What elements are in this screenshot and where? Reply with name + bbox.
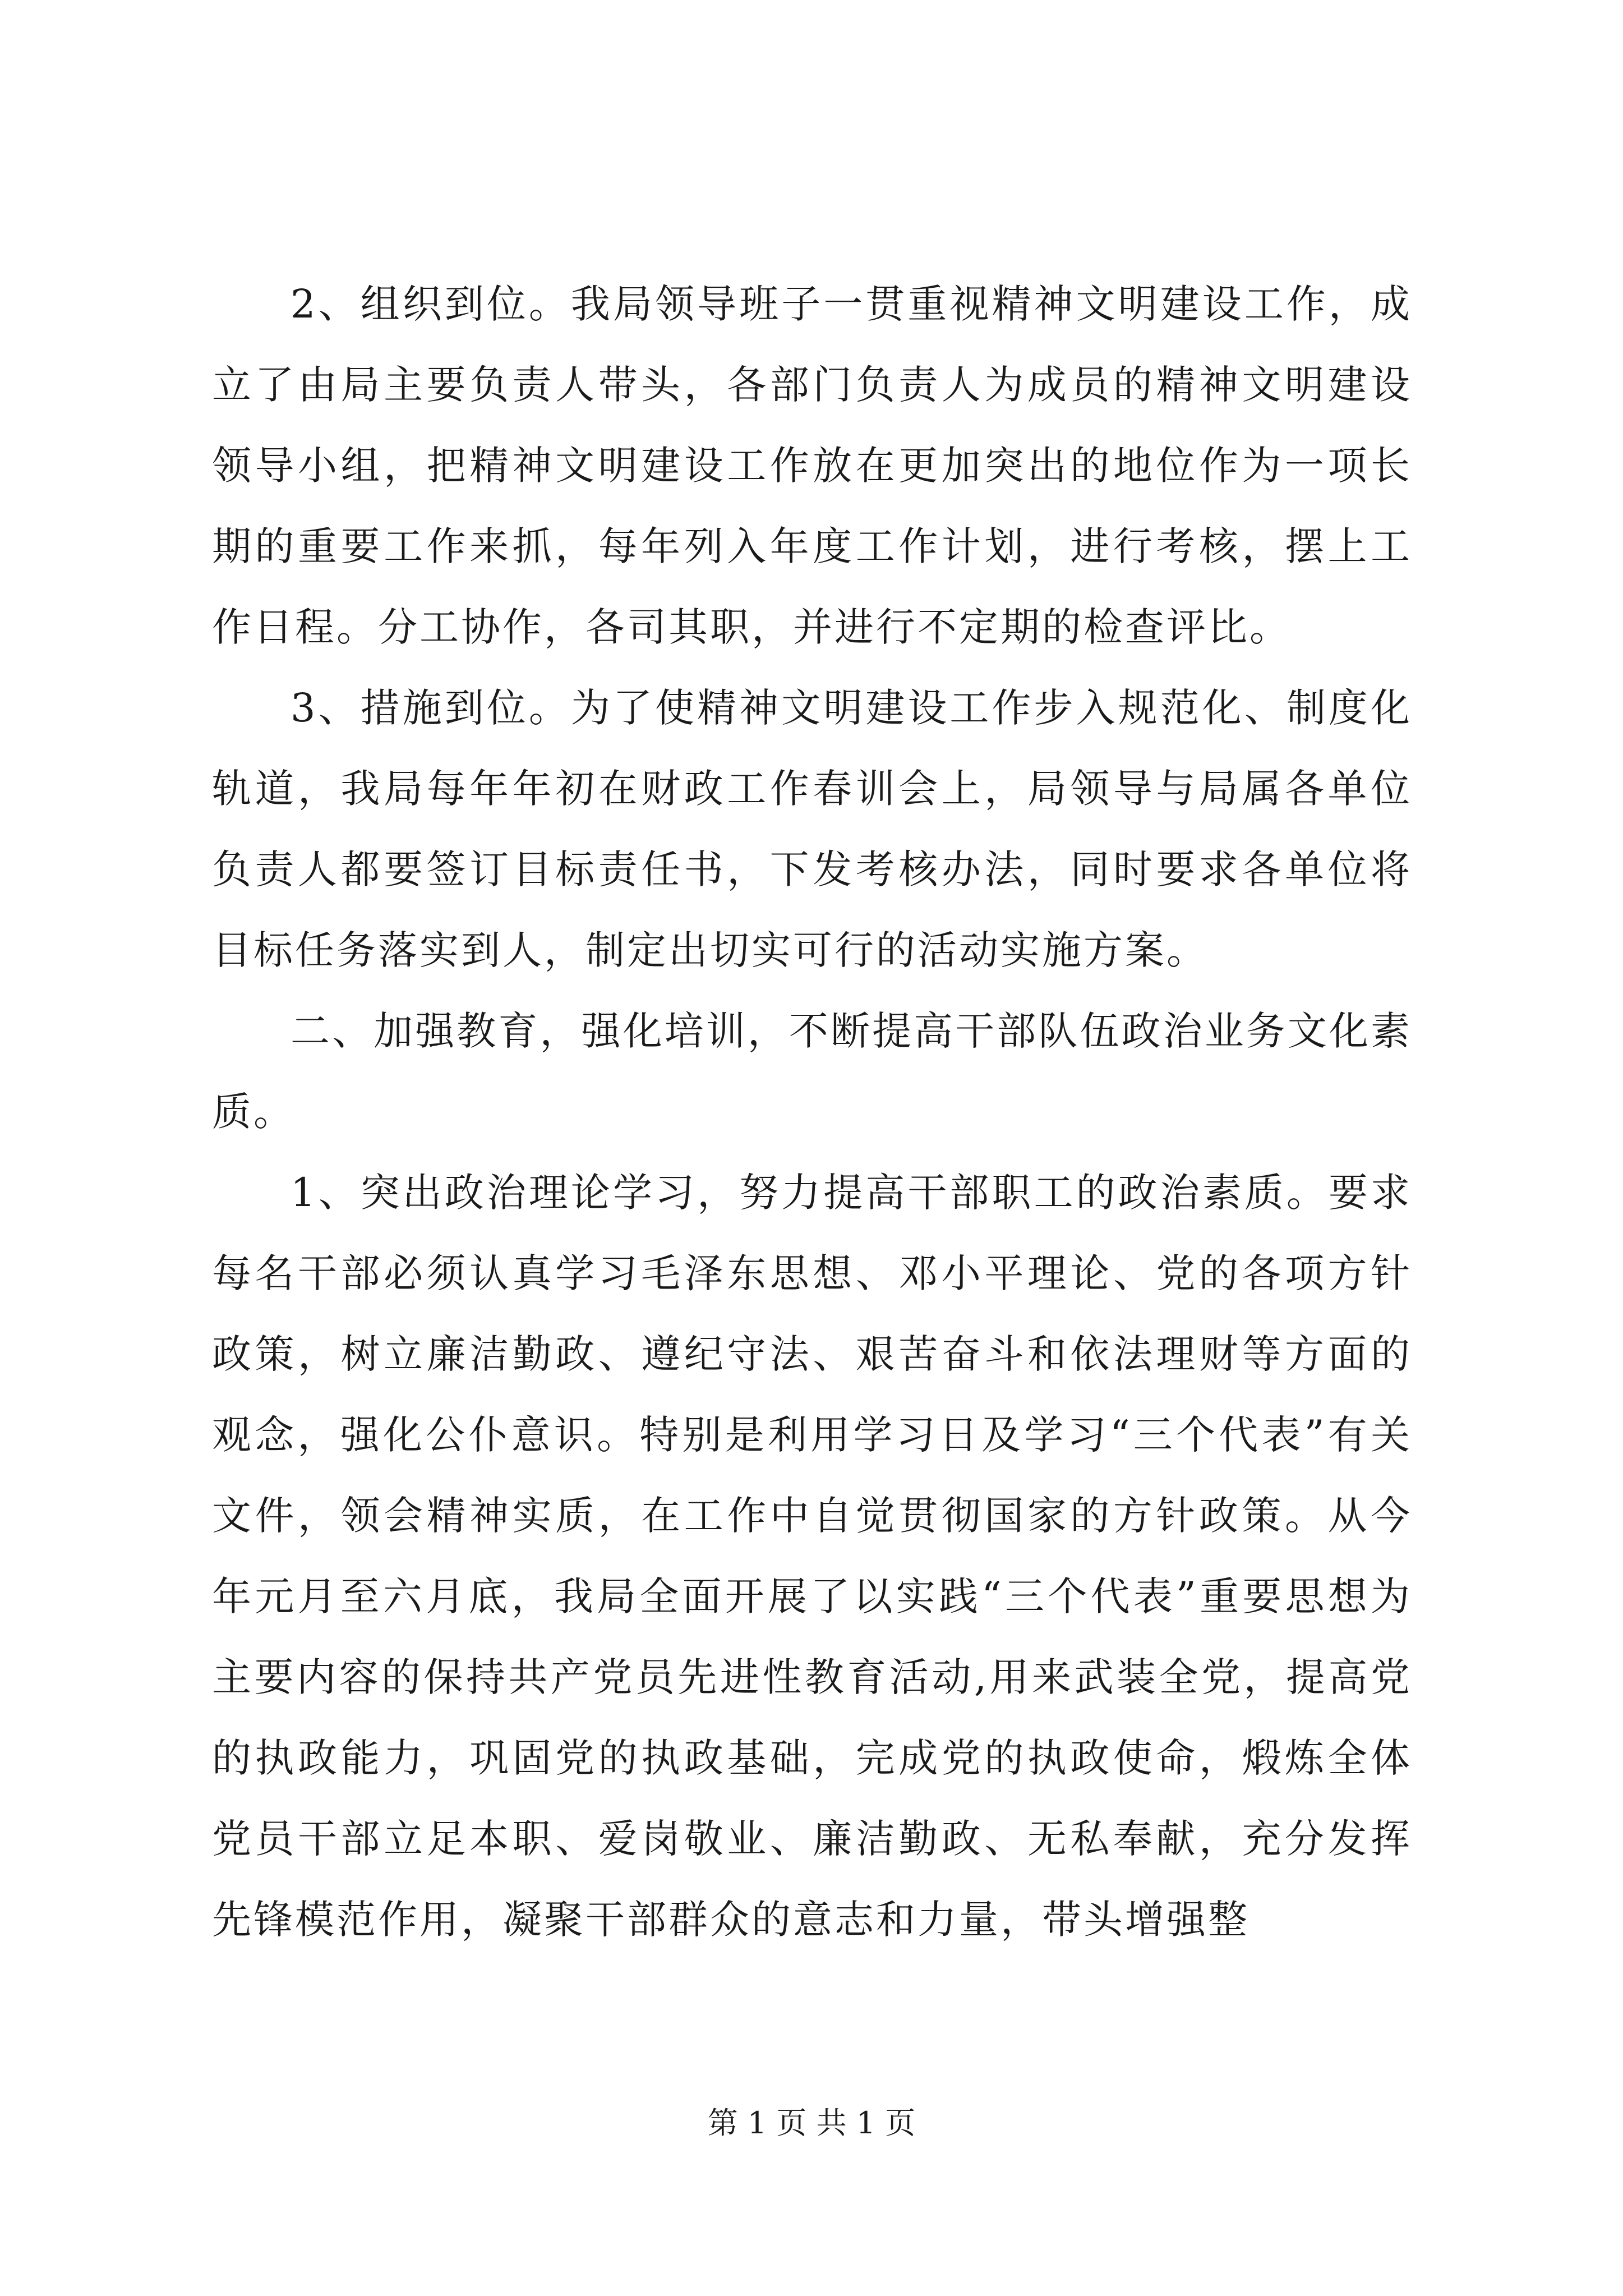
document-body bbox=[212, 264, 1412, 1960]
page-footer: 第 1 页 共 1 页 bbox=[707, 2105, 916, 2141]
paragraph-political-study: 1、突出政治理论学习，努力提高干部职工的政治素质。要求每名干部必须认真学习毛泽东思想、邓小平理论、党的各项方针政策，树立廉洁勤政、遵纪守法、艰苦奋斗和依法理财等方面的观念，强化公仆意识。特别是利用学习日及学习“三个代表”有关文件，领会精神实质，在工作中自觉贯彻国家的方针政策。从今年元月至六月底，我局全面开展了以实践“三个代表”重要思想为主要内容的保持共产党员先进性教育活动,用来武装全党，提高党的执政能力，巩固党的执政基础，完成党的执政使命，煅炼全体党员干部立足本职、爱岗敬业、廉洁勤政、无私奉献，充分发挥先锋模范作用，凝聚干部群众的意志和力量，带头增强整 bbox=[212, 1170, 1412, 1943]
paragraph-organization: 2、组织到位。我局领导班子一贯重视精神文明建设工作，成立了由局主要负责人带头，各部门负责人为成员的精神文明建设领导小组，把精神文明建设工作放在更加突出的地位作为一项长期的重要工作来抓，每年列入年度工作计划，进行考核，摆上工作日程。分工协作，各司其职，并进行不定期的检查评比。 bbox=[212, 281, 1412, 650]
paragraph-measures: 3、措施到位。为了使精神文明建设工作步入规范化、制度化轨道，我局每年年初在财政工作春训会上，局领导与局属各单位负责人都要签订目标责任书，下发考核办法，同时要求各单位将目标任务落实到人，制定出切实可行的活动实施方案。 bbox=[212, 685, 1412, 973]
section-heading-education: 二、加强教育，强化培训，不断提高干部队伍政治业务文化素质。 bbox=[212, 1008, 1412, 1135]
